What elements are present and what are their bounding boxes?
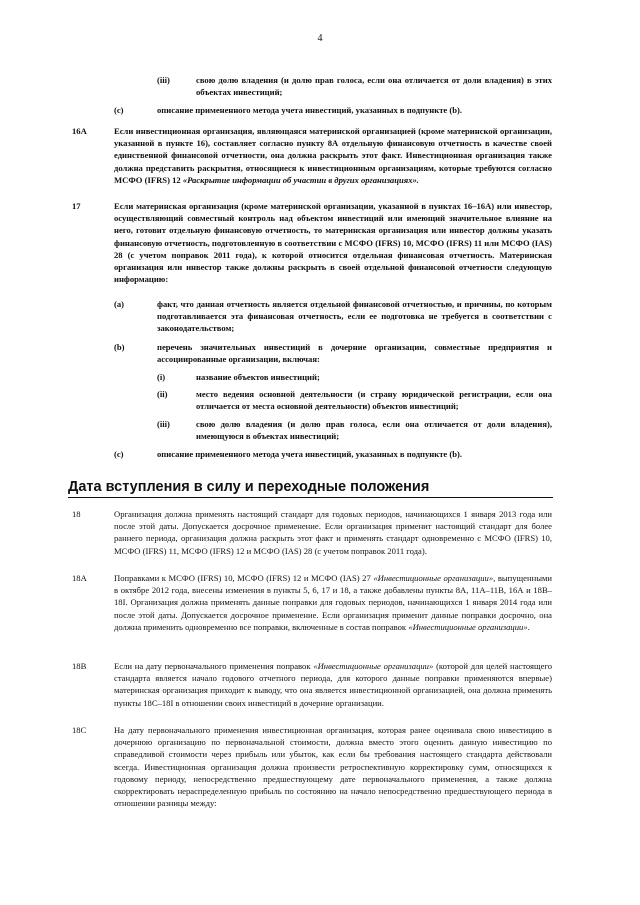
top-iii-text: свою долю владения (и долю прав голоса, если она отличается от доли владения) в этих объектах инвестиций; (196, 75, 552, 98)
para-17-c-text: описание примененного метода учета инвестиций, указанных в подпункте (b). (157, 449, 463, 459)
para-17-iii-label: (iii) (157, 419, 170, 429)
para-17-text: Если материнская организация (кроме материнской организации, указанной в пунктах 16–16А) или инвестор, осуществляющий совместный контроль над объектом инвестиций или имеющий значительное влияние на него, готовит отдельную финансовую отчетность, то материнская организация или инвестор должны указать финансовую отчетность, подготовленную в соответствии с МСФО (IFRS) 10, МСФО (IFRS) 11 или МСФО (IAS) 28 (с учетом поправок 2011 года), к которой относится отдельная финансовая отчетность. Материнская организация или инвестор также должны раскрыть в своей отдельной финансовой отчетности следующую информацию: (114, 201, 552, 285)
para-18c-number: 18C (72, 725, 87, 735)
para-17-ii-text: место ведения основной деятельности (и страну юридической регистрации, если она отличается от места основной деятельности) объектов инвестиций; (196, 389, 552, 412)
para-17-b-label: (b) (114, 342, 125, 352)
section-heading: Дата вступления в силу и переходные положения (68, 479, 553, 498)
para-18b-body-1: Если на дату первоначального применения поправок (114, 661, 311, 671)
para-18a-text (114, 572, 552, 633)
para-17-ii-label: (ii) (157, 389, 168, 399)
para-18a-italic-1: «Инвестиционные организации» (373, 573, 494, 583)
para-18a-body-2: , выпущенными в октябре 2012 года, внесены изменения в пункты 5, 6, 17 и 18, а также добавлены пункты 8А, 11А–11В, 16А и 18В–18I. Организация должна применять данные поправки для годовых периодов, начинающихся 1 января 2014 года или после этой даты. Допускается досрочное применение. Если организация применит данные поправки досрочно, она должна применить одновременно все поправки, включенные в состав поправок (114, 573, 553, 632)
para-16a-reference: «Раскрытие информации об участии в других организациях». (182, 174, 419, 185)
para-18-number: 18 (72, 509, 81, 519)
para-18c-text: На дату первоначального применения инвестиционная организация, которая ранее оценивала свою инвестицию в дочернюю организацию по первоначальной стоимости, должна вместо этого оценить данную инвестицию по справедливой стоимости через прибыль или убыток, как если бы требования настоящего стандарта действовали всегда. Инвестиционная организация должна произвести ретроспективную корректировку сумм, относящихся к годовому периоду, непосредственно предшествующему дате первоначального применения, а также должна скорректировать нераспределенную прибыль по состоянию на начало непосредственно предшествующего периода в отношении разницы между: (114, 725, 552, 809)
page-number: 4 (317, 33, 323, 44)
para-18a-body-1: Поправками к МСФО (IFRS) 10, МСФО (IFRS) 12 и МСФО (IAS) 27 (114, 573, 371, 583)
top-c-label: (c) (114, 105, 124, 115)
para-17-number: 17 (72, 201, 81, 211)
top-c-text: описание примененного метода учета инвестиций, указанных в подпункте (b). (157, 105, 463, 115)
para-18-text: Организация должна применять настоящий стандарт для годовых периодов, начинающихся 1 января 2013 года или после этой даты. Допускается досрочное применение. Если организация применит настоящий стандарт для более раннего периода, организация должна раскрыть этот факт и применять стандарт одновременно с МСФО (IFRS) 10, МСФО (IFRS) 11, МСФО (IFRS) 12 и МСФО (IAS) 28 (с учетом поправок 2011 года). (114, 509, 552, 556)
top-iii-label: (iii) (157, 75, 170, 85)
para-18b-body-2: (которой для целей настоящего стандарта является начало годового отчетного периода, для которого данные поправки применяются впервые) материнская организация приходит к выводу, что она является инвестиционной организацией, она должна применять пункты 18С–18I в отношении своих инвестиций в дочерние организации. (114, 661, 553, 708)
para-17-a-text: факт, что данная отчетность является отдельной финансовой отчетностью, и причины, по которым подготавливается эта финансовая отчетность, если ее подготовка не требуется в соответствии с законодательством; (157, 299, 552, 334)
para-17-i-label: (i) (157, 372, 166, 382)
para-17-b-text: перечень значительных инвестиций в дочерние организации, совместные предприятия и ассоциированные организации, включая: (157, 342, 552, 365)
para-16a-number: 16A (72, 126, 87, 136)
para-16a-body: Если инвестиционная организация, являющаяся материнской организацией (кроме материнской организации, указанной в пункте 16), составляет согласно пункту 8А отдельную финансовую отчетность в качестве своей единственной финансовой отчетности, она должна раскрыть этот факт. Инвестиционная организация также должна представить раскрытия, относящиеся к инвестиционным организациям, которые требуются согласно МСФО (IFRS) 12 (114, 126, 552, 185)
para-18a-body-3: . (527, 621, 530, 632)
para-18b-italic-1: «Инвестиционные организации» (313, 661, 434, 671)
para-17-c-label: (c) (114, 449, 124, 459)
para-18b-text (114, 660, 552, 709)
para-17-iii-text: свою долю владения (и долю прав голоса, если она отличается от доли владения), имеющуюся в объектах инвестиций; (196, 419, 552, 442)
para-18a-italic-2: «Инвестиционные организации» (408, 621, 528, 632)
para-18b-number: 18B (72, 661, 87, 671)
para-17-i-text: название объектов инвестиций; (196, 372, 320, 382)
para-17-a-label: (a) (114, 299, 125, 309)
para-18a-number: 18A (72, 573, 87, 583)
para-16a-text (114, 125, 552, 186)
